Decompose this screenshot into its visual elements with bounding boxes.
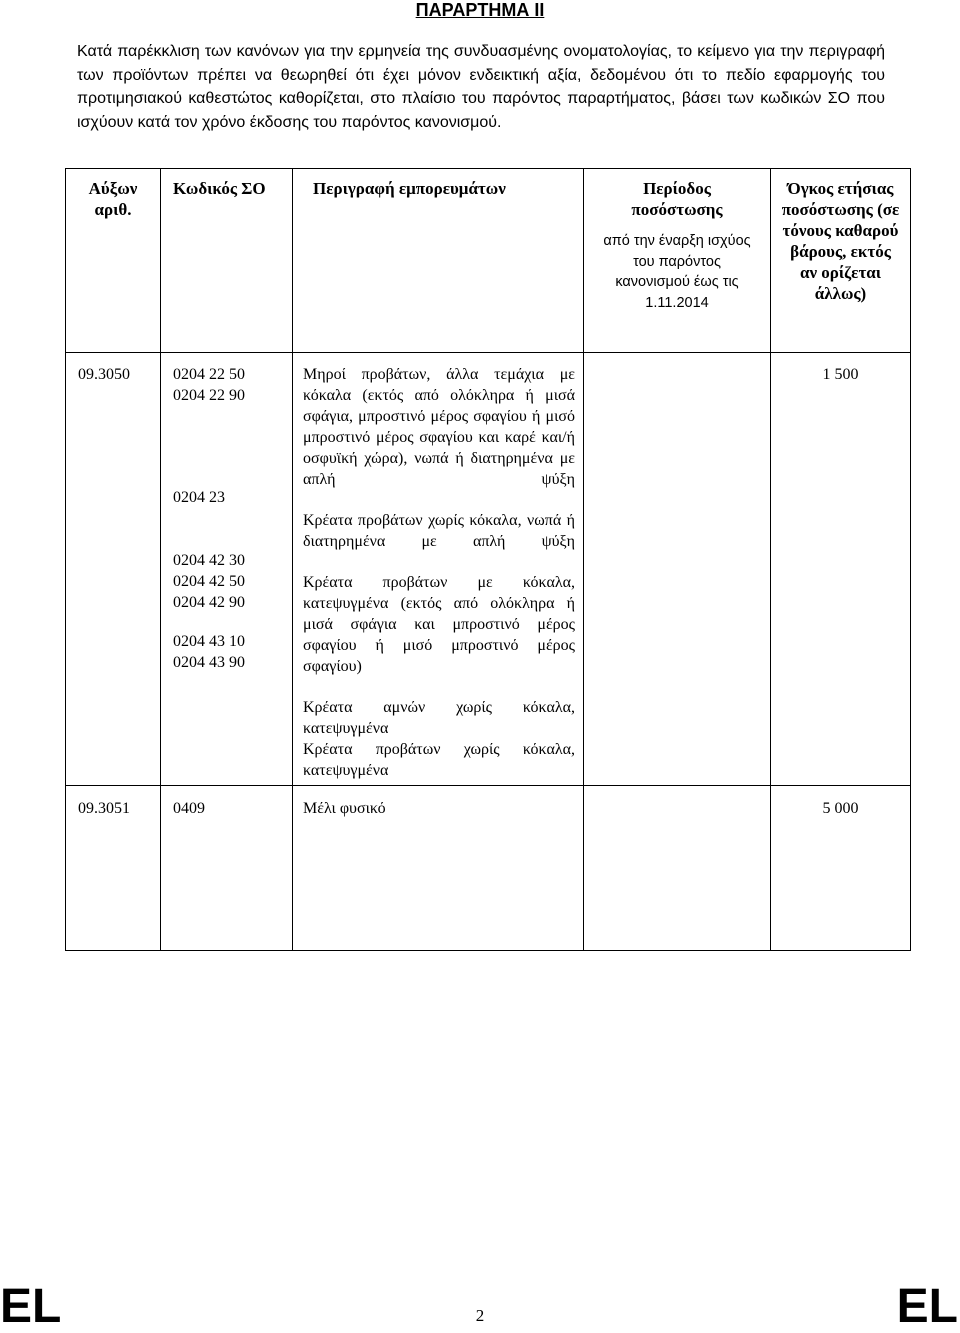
description-cell bbox=[293, 786, 584, 951]
header-order-no: Αύξων αριθ. bbox=[66, 169, 161, 353]
header-annual-volume: Όγκος ετήσιας ποσόστωσης (σε τόνους καθαρού βάρους, εκτός αν ορίζεται άλλως) bbox=[771, 169, 911, 353]
order-no-cell: 09.3050 bbox=[66, 353, 161, 786]
description-paragraph: Μηροί προβάτων, άλλα τεμάχια με κόκαλα (εκτός από ολόκληρα ή μισά σφάγια, μπροστινό μέρος σφαγίου ή μισό μπροστινό μέρος σφαγίου και καρέ και/ή οσφυϊκή χώρα), νωπά ή διατηρημένα με απλή ψύξη bbox=[303, 366, 575, 488]
table-header-row bbox=[66, 169, 911, 353]
intro-paragraph: Κατά παρέκκλιση των κανόνων για την ερμηνεία της συνδυασμένης ονοματολογίας, το κείμενο για την περιγραφή των προϊόντων πρέπει να θεωρηθεί ότι έχει μόνον ενδεικτική αξία, δεδομένου ότι το πεδίο εφαρμογής του προτιμησιακού καθεστώτος καθορίζεται, στο πλαίσιο του παρόντος παραρτήματος, βάσει των κωδικών ΣΟ που ισχύουν κατά τον χρόνο έκδοσης του παρόντος κανονισμού. bbox=[77, 43, 885, 131]
annual-volume-cell: 1 500 bbox=[771, 353, 911, 786]
cn-code-cell bbox=[161, 353, 293, 786]
header-quota-period-label: Περίοδος ποσόστωσης bbox=[631, 179, 723, 219]
quota-table bbox=[65, 168, 911, 951]
header-quota-period bbox=[584, 169, 771, 353]
quota-period-cell bbox=[584, 786, 771, 951]
description-paragraph: Κρέατα προβάτων με κόκαλα, κατεψυγμένα (εκτός από ολόκληρα ή μισά σφάγια και μπροστινό μέρος σφαγίου ή μισό μπροστινό μέρος σφαγίου) bbox=[303, 574, 575, 675]
cn-code: 0204 42 30 bbox=[173, 552, 245, 569]
cn-code: 0204 22 90 bbox=[173, 387, 245, 404]
cn-code-group bbox=[173, 798, 292, 819]
description-paragraph: Κρέατα προβάτων χωρίς κόκαλα, νωπά ή διατηρημένα με απλή ψύξη bbox=[303, 512, 575, 550]
annex-title: ΠΑΡΑΡΤΗΜΑ ΙΙ bbox=[415, 0, 545, 20]
order-no-cell: 09.3051 bbox=[66, 786, 161, 951]
language-code-left: EL bbox=[0, 1280, 62, 1333]
description-paragraph: Μέλι φυσικό bbox=[303, 800, 386, 817]
description-paragraph: Κρέατα αμνών χωρίς κόκαλα, κατεψυγμένα bbox=[303, 699, 575, 737]
description-cell bbox=[293, 353, 584, 786]
cn-code: 0204 43 90 bbox=[173, 654, 245, 671]
cn-code-group bbox=[173, 550, 292, 613]
cn-code: 0204 22 50 bbox=[173, 366, 245, 383]
quota-period-cell bbox=[584, 353, 771, 786]
cn-code-cell bbox=[161, 786, 293, 951]
header-quota-period-note: από την έναρξη ισχύος του παρόντος κανονισμού έως τις 1.11.2014 bbox=[603, 233, 751, 311]
annual-volume-cell: 5 000 bbox=[771, 786, 911, 951]
cn-code: 0204 42 50 bbox=[173, 573, 245, 590]
description-paragraph: Κρέατα προβάτων χωρίς κόκαλα, κατεψυγμένα bbox=[303, 741, 575, 779]
cn-code: 0204 42 90 bbox=[173, 594, 245, 611]
cn-code: 0409 bbox=[173, 800, 205, 817]
language-code-right: EL bbox=[896, 1280, 958, 1333]
cn-code-group bbox=[173, 631, 292, 673]
table-row bbox=[66, 786, 911, 951]
cn-code-group bbox=[173, 487, 292, 508]
header-description: Περιγραφή εμπορευμάτων bbox=[293, 169, 584, 353]
cn-code: 0204 43 10 bbox=[173, 633, 245, 650]
page-number: 2 bbox=[475, 1306, 485, 1325]
cn-code-group bbox=[173, 364, 292, 406]
table-row bbox=[66, 353, 911, 786]
cn-code: 0204 23 bbox=[173, 489, 225, 506]
header-cn-code: Κωδικός ΣΟ bbox=[161, 169, 293, 353]
